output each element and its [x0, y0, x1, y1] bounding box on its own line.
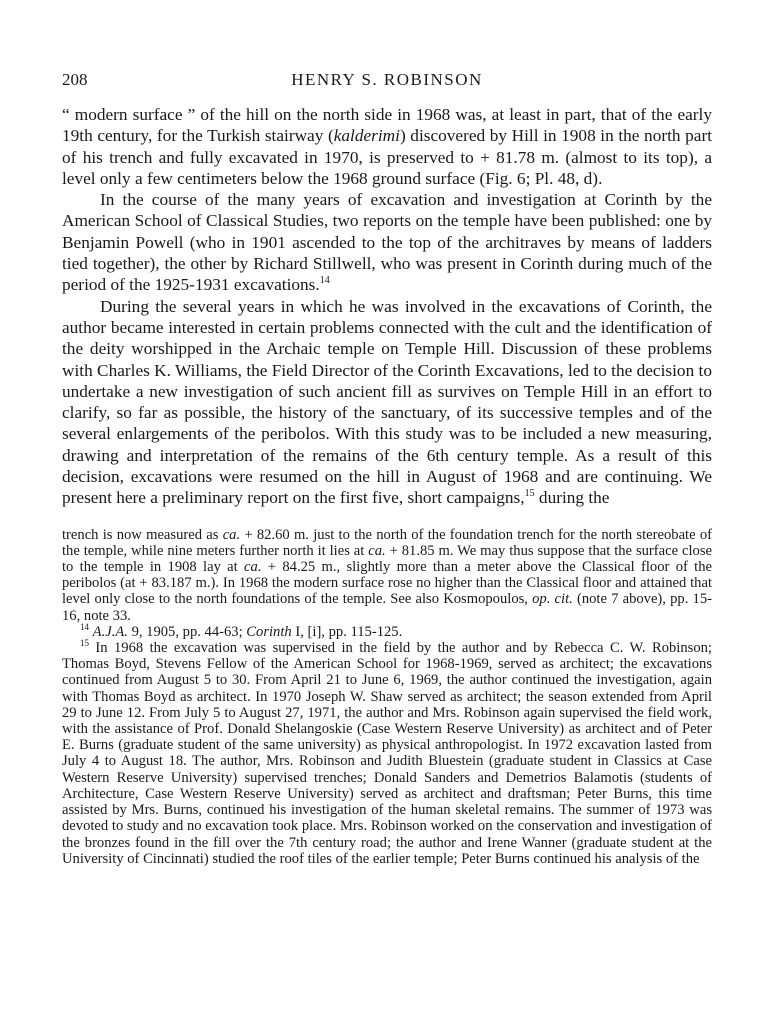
footnote-cont-text-d: + 84.25 m., slightly more than a meter above the Classical floor of the peribolos (at + 83.187 m.). In 1968 the modern surface rose no higher than the Classical floor and attained that level only close to the north foundations of the temple. See also Kosmopoulos,	[62, 559, 712, 608]
footnote-ref-14[interactable]: 14	[319, 275, 330, 287]
page-number: 208	[62, 70, 88, 89]
journal-aja: A.J.A.	[92, 623, 128, 640]
page-header	[62, 70, 712, 96]
paragraph-3	[62, 296, 712, 509]
footnote-15-number: 15	[80, 638, 89, 649]
term-kalderimi: kalderimi	[333, 126, 400, 146]
page	[62, 70, 712, 867]
footnote-cont-text-b: + 82.60 m. just to the north of the foundation trench for the north stereobate of the temple, while nine meters further north it lies at	[62, 526, 712, 559]
footnote-cont-text-c: + 81.85 m. We may thus suppose that the surface close to the temple in 1908 lay at	[62, 542, 712, 576]
title-corinth: Corinth	[246, 623, 292, 640]
body-text	[62, 104, 712, 509]
paragraph-1-text-a: “ modern surface ” of the hill on the north side in 1968 was, at least in part, that of the early 19th century, for the Turkish stairway (	[62, 105, 712, 146]
footnote-15	[62, 640, 712, 867]
abbr-ca-3: ca.	[244, 559, 262, 576]
abbr-ca-2: ca.	[368, 542, 386, 559]
paragraph-1-text-b: ) discovered by Hill in 1908 in the north part of his trench and fully excavated in 1970, is preserved to + 81.78 m. (almost to its top), a level only a few centimeters below the 1968 ground surface (Fig. 6; Pl. 48, d).	[62, 126, 712, 188]
abbr-ca-1: ca.	[222, 526, 241, 543]
footnote-15-text: In 1968 the excavation was supervised in the field by the author and by Rebecca C. W. Robinson; Thomas Boyd, Stevens Fellow of the American School for 1968-1969, served as architect; the excavations continued from August 5 to 30. From April 21 to June 6, 1969, the author continued the investigation, again with Thomas Boyd as architect. In 1970 Joseph W. Shaw served as architect; the season extended from April 29 to June 12. From July 5 to August 27, 1971, the author and Mrs. Robinson again supervised the field work, with the assistance of Prof. Donald Shelangoskie (Case Western Reserve University) as architect and of Peter E. Burns (graduate student of the same university) as physical anthropologist. In 1972 excavation lasted from July 4 to August 18. The author, Mrs. Robinson and Judith Bluestein (graduate student in Classics at Case Western Reserve University) supervised trenches; Donald Sanders and Demetrios Balamotis (students of Architecture, Case Western Reserve University) served as architect and draftsman; Peter Burns, this time assisted by Mrs. Burns, continued his investigation of the human skeletal remains. The summer of 1973 was devoted to study and no excavation took place. Mrs. Robinson worked on the conservation and investigation of the bronzes found in the fill over the 7th century road; the author and Irene Wanner (graduate student at the University of Cincinnati) studied the roof tiles of the earlier temple; Peter Burns continued his analysis of the	[62, 640, 712, 867]
paragraph-2-text: In the course of the many years of excavation and investigation at Corinth by the American School of Classical Studies, two reports on the temple have been published: one by Benjamin Powell (who in 1901 ascended to the top of the architraves by means of ladders tied together), the other by Richard Stillwell, who was present in Corinth during much of the period of the 1925-1931 excavations.	[62, 190, 712, 295]
footnotes	[62, 527, 712, 867]
footnote-14-text-b: I, [i], pp. 115-125.	[291, 623, 403, 640]
footnote-continuation	[62, 527, 712, 624]
footnote-14-number: 14	[80, 622, 89, 632]
paragraph-3-end: during the	[534, 488, 610, 508]
footnote-cont-text-a: trench is now measured as	[62, 526, 223, 543]
running-head: HENRY S. ROBINSON	[291, 70, 483, 89]
paragraph-3-text: During the several years in which he was involved in the excavations of Corinth, the author became interested in certain problems connected with the cult and the identification of the deity worshipped in the Archaic temple on Temple Hill. Discussion of these problems with Charles K. Williams, the Field Director of the Corinth Excavations, led to the decision to undertake a new investigation of such ancient fill as survives on Temple Hill in an effort to clarify, so far as possible, the history of the sanctuary, of its successive temples and of the several enlargements of the peribolos. With this study was to be included a new measuring, drawing and interpretation of the remains of the 6th century temple. As a result of this decision, excavations were resumed on the hill in August of 1968 and are continuing. We present here a preliminary report on the first five, short campaigns,	[62, 296, 712, 508]
footnote-14-text-a: 9, 1905, pp. 44-63;	[127, 623, 247, 640]
footnote-14	[62, 624, 712, 640]
paragraph-2	[62, 189, 712, 295]
abbr-op-cit: op. cit.	[532, 591, 573, 608]
footnote-ref-15[interactable]: 15	[524, 488, 535, 500]
footnote-cont-text-e: (note 7 above), pp. 15-16, note 33.	[62, 591, 712, 624]
paragraph-1	[62, 104, 712, 189]
